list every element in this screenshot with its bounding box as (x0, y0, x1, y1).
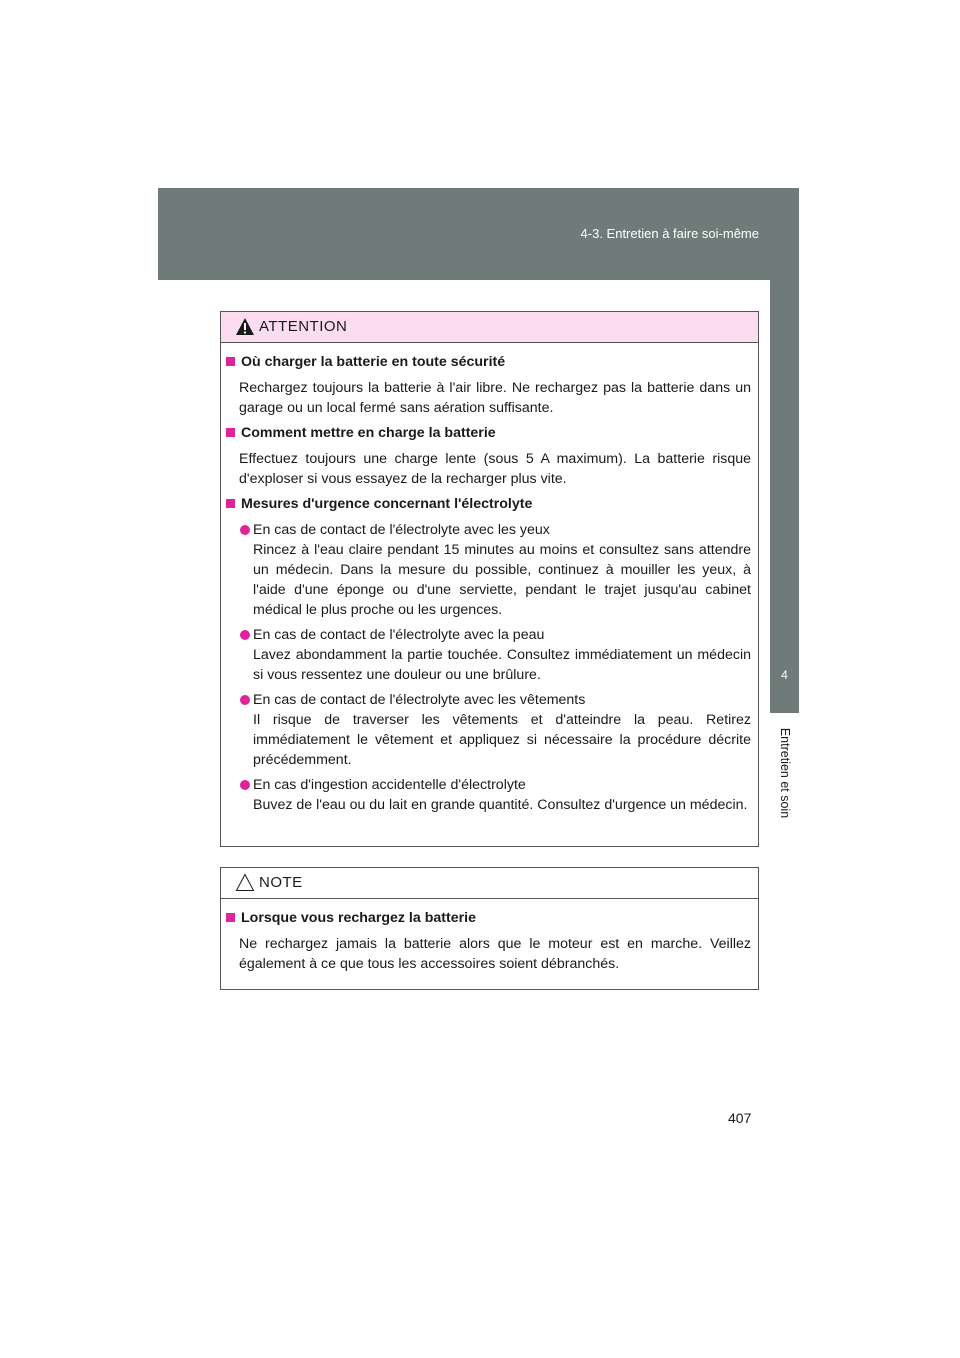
section-title: 4-3. Entretien à faire soi-même (580, 226, 759, 241)
attention-title: ATTENTION (259, 318, 348, 335)
chapter-number: 4 (781, 668, 788, 682)
section-text: Ne rechargez jamais la batterie alors que le moteur est en marche. Veillez également à ce que tous les accessoires soient débranchés. (239, 936, 751, 972)
section-heading: Mesures d'urgence concernant l'électrolyte (225, 494, 751, 514)
note-header (221, 868, 758, 899)
section-heading: Où charger la batterie en toute sécurité (225, 352, 751, 372)
chapter-label-text: Entretien et soin (777, 727, 792, 819)
page-number: 407 (728, 1110, 752, 1126)
warning-icon (235, 317, 255, 340)
section-text: Effectuez toujours une charge lente (sous 5 A maximum). La batterie risque d'exploser si vous essayez de la recharger plus vite. (239, 451, 751, 487)
note-box (220, 867, 759, 990)
bullet-text: Rincez à l'eau claire pendant 15 minutes au moins et consultez sans attendre un médecin. Dans la mesure du possible, continuez à mouiller les yeux, à l'aide d'une éponge ou d'une serviette, pendant le trajet jusqu'au cabinet médical le plus proche ou les urgences. (253, 542, 751, 618)
bullet-title: En cas de contact de l'électrolyte avec la peau (253, 627, 545, 643)
chapter-label (770, 713, 799, 833)
section-text: Rechargez toujours la batterie à l'air libre. Ne rechargez pas la batterie dans un garage ou un local fermé sans aération suffisante. (239, 380, 751, 416)
bullet-text: Buvez de l'eau ou du lait en grande quantité. Consultez d'urgence un médecin. (253, 797, 748, 813)
bullet-text: Il risque de traverser les vêtements et d'atteindre la peau. Retirez immédiatement le vêtement et appliquez si nécessaire la procédure décrite précédemment. (253, 712, 751, 768)
bullet-title: En cas d'ingestion accidentelle d'électrolyte (253, 777, 526, 793)
bullet-item (225, 520, 751, 620)
caution-outline-icon (235, 873, 255, 896)
chapter-header-band (158, 188, 799, 280)
bullet-item (225, 690, 751, 770)
bullet-text: Lavez abondamment la partie touchée. Consultez immédiatement un médecin si vous ressentez une douleur ou une brûlure. (253, 647, 751, 683)
section-heading: Comment mettre en charge la batterie (225, 423, 751, 443)
bullet-title: En cas de contact de l'électrolyte avec les yeux (253, 522, 550, 538)
bullet-title: En cas de contact de l'électrolyte avec les vêtements (253, 692, 586, 708)
note-title: NOTE (259, 874, 303, 891)
bullet-dot-icon (240, 695, 250, 705)
chapter-side-tab (770, 280, 799, 713)
attention-box (220, 311, 759, 847)
bullet-dot-icon (240, 630, 250, 640)
bullet-item (225, 625, 751, 685)
bullet-dot-icon (240, 525, 250, 535)
attention-header (221, 312, 758, 343)
section-heading: Lorsque vous rechargez la batterie (225, 908, 751, 928)
bullet-dot-icon (240, 780, 250, 790)
bullet-item (225, 775, 751, 815)
